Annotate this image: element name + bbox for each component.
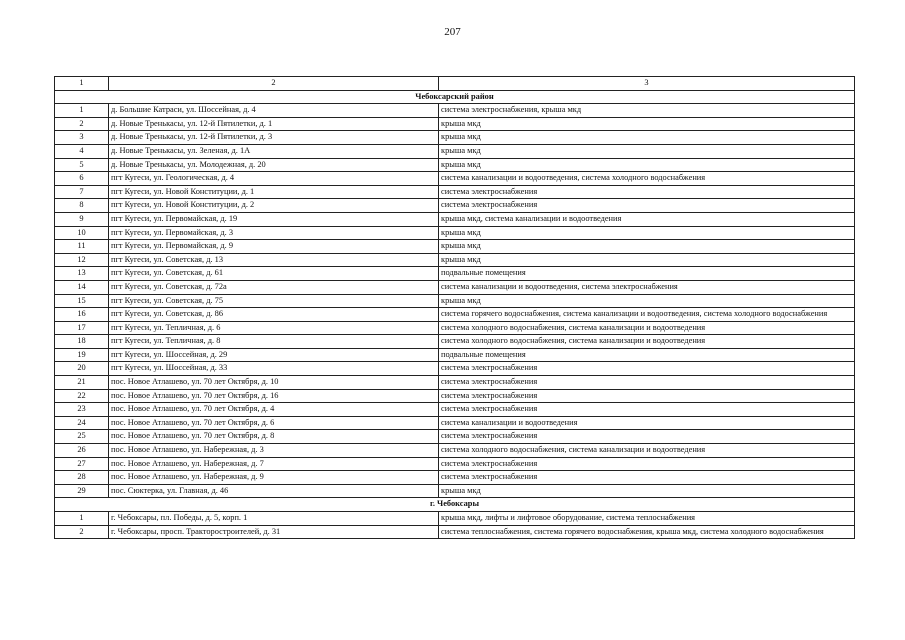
row-work-types: система электроснабжения (439, 362, 855, 376)
table-row (55, 457, 855, 471)
row-address: пгт Кугеси, ул. Шоссейная, д. 33 (109, 362, 439, 376)
row-number: 22 (55, 389, 109, 403)
column-number-1: 1 (55, 77, 109, 91)
row-work-types: система электроснабжения (439, 185, 855, 199)
table-row (55, 348, 855, 362)
table-row (55, 525, 855, 539)
table-row (55, 362, 855, 376)
row-address: пгт Кугеси, ул. Первомайская, д. 9 (109, 240, 439, 254)
row-number: 26 (55, 444, 109, 458)
row-work-types: система канализации и водоотведения, система холодного водоснабжения (439, 172, 855, 186)
table-row (55, 444, 855, 458)
row-address: пос. Новое Атлашево, ул. Набережная, д. 7 (109, 457, 439, 471)
table-row (55, 185, 855, 199)
row-number: 7 (55, 185, 109, 199)
row-address: пгт Кугеси, ул. Советская, д. 72а (109, 280, 439, 294)
row-address: пос. Новое Атлашево, ул. 70 лет Октября, д. 8 (109, 430, 439, 444)
row-work-types: система канализации и водоотведения, система электроснабжения (439, 280, 855, 294)
section-title: Чебоксарский район (55, 90, 855, 104)
row-work-types: крыша мкд (439, 226, 855, 240)
row-work-types: система электроснабжения (439, 199, 855, 213)
table-row (55, 294, 855, 308)
table-row (55, 267, 855, 281)
row-number: 12 (55, 253, 109, 267)
row-number: 8 (55, 199, 109, 213)
page-number: 207 (444, 26, 461, 38)
row-number: 24 (55, 416, 109, 430)
row-number: 11 (55, 240, 109, 254)
row-address: пгт Кугеси, ул. Шоссейная, д. 29 (109, 348, 439, 362)
row-address: пос. Новое Атлашево, ул. 70 лет Октября, д. 16 (109, 389, 439, 403)
row-work-types: система электроснабжения (439, 389, 855, 403)
row-number: 21 (55, 376, 109, 390)
row-work-types: система холодного водоснабжения, система канализации и водоотведения (439, 321, 855, 335)
table-row (55, 512, 855, 526)
table-row (55, 172, 855, 186)
row-number: 27 (55, 457, 109, 471)
table-row (55, 430, 855, 444)
row-work-types: подвальные помещения (439, 267, 855, 281)
row-address: пос. Новое Атлашево, ул. 70 лет Октября, д. 4 (109, 403, 439, 417)
row-number: 23 (55, 403, 109, 417)
row-address: пгт Кугеси, ул. Советская, д. 61 (109, 267, 439, 281)
row-address: пос. Сюктерка, ул. Главная, д. 46 (109, 484, 439, 498)
row-address: пгт Кугеси, ул. Советская, д. 13 (109, 253, 439, 267)
row-address: пгт Кугеси, ул. Советская, д. 86 (109, 308, 439, 322)
row-work-types: крыша мкд (439, 253, 855, 267)
column-number-2: 2 (109, 77, 439, 91)
table-row (55, 253, 855, 267)
row-work-types: крыша мкд, лифты и лифтовое оборудование, система теплоснабжения (439, 512, 855, 526)
row-number: 13 (55, 267, 109, 281)
row-address: пгт Кугеси, ул. Новой Конституции, д. 2 (109, 199, 439, 213)
row-number: 15 (55, 294, 109, 308)
table-row (55, 280, 855, 294)
table-row (55, 104, 855, 118)
row-address: д. Новые Тренькасы, ул. 12-й Пятилетки, д. 3 (109, 131, 439, 145)
row-number: 4 (55, 144, 109, 158)
row-number: 25 (55, 430, 109, 444)
row-address: г. Чебоксары, пл. Победы, д. 5, корп. 1 (109, 512, 439, 526)
table-row (55, 199, 855, 213)
table-row (55, 389, 855, 403)
row-number: 1 (55, 104, 109, 118)
row-number: 17 (55, 321, 109, 335)
row-address: пгт Кугеси, ул. Геологическая, д. 4 (109, 172, 439, 186)
row-number: 2 (55, 525, 109, 539)
row-work-types: система электроснабжения (439, 430, 855, 444)
table-row (55, 335, 855, 349)
table-row (55, 131, 855, 145)
row-address: пос. Новое Атлашево, ул. 70 лет Октября, д. 10 (109, 376, 439, 390)
row-number: 6 (55, 172, 109, 186)
row-address: пгт Кугеси, ул. Тепличная, д. 8 (109, 335, 439, 349)
row-address: пос. Новое Атлашево, ул. Набережная, д. 3 (109, 444, 439, 458)
row-address: д. Большие Катраси, ул. Шоссейная, д. 4 (109, 104, 439, 118)
row-work-types: система холодного водоснабжения, система канализации и водоотведения (439, 444, 855, 458)
table-row (55, 308, 855, 322)
row-number: 16 (55, 308, 109, 322)
row-number: 14 (55, 280, 109, 294)
row-work-types: крыша мкд (439, 158, 855, 172)
row-number: 9 (55, 212, 109, 226)
table-row (55, 158, 855, 172)
row-work-types: система электроснабжения (439, 457, 855, 471)
section-title: г. Чебоксары (55, 498, 855, 512)
row-work-types: крыша мкд (439, 484, 855, 498)
row-work-types: система горячего водоснабжения, система канализации и водоотведения, система холодного водоснабжения (439, 308, 855, 322)
row-number: 10 (55, 226, 109, 240)
column-number-row (55, 77, 855, 91)
row-work-types: система холодного водоснабжения, система канализации и водоотведения (439, 335, 855, 349)
row-work-types: система электроснабжения (439, 403, 855, 417)
row-address: пос. Новое Атлашево, ул. Набережная, д. 9 (109, 471, 439, 485)
row-number: 28 (55, 471, 109, 485)
table-row (55, 240, 855, 254)
row-number: 5 (55, 158, 109, 172)
row-work-types: крыша мкд (439, 144, 855, 158)
row-address: пгт Кугеси, ул. Советская, д. 75 (109, 294, 439, 308)
row-work-types: крыша мкд, система канализации и водоотведения (439, 212, 855, 226)
row-work-types: система электроснабжения (439, 471, 855, 485)
row-address: пгт Кугеси, ул. Первомайская, д. 19 (109, 212, 439, 226)
table-row (55, 376, 855, 390)
row-work-types: система электроснабжения, крыша мкд (439, 104, 855, 118)
table-row (55, 484, 855, 498)
row-work-types: крыша мкд (439, 131, 855, 145)
row-work-types: подвальные помещения (439, 348, 855, 362)
section-header-row (55, 498, 855, 512)
table-row (55, 144, 855, 158)
row-number: 3 (55, 131, 109, 145)
section-header-row (55, 90, 855, 104)
row-address: пгт Кугеси, ул. Первомайская, д. 3 (109, 226, 439, 240)
row-number: 29 (55, 484, 109, 498)
table-row (55, 403, 855, 417)
table-row (55, 471, 855, 485)
row-work-types: система теплоснабжения, система горячего водоснабжения, крыша мкд, система холодного водоснабжения (439, 525, 855, 539)
row-number: 20 (55, 362, 109, 376)
row-address: д. Новые Тренькасы, ул. Зеленая, д. 1А (109, 144, 439, 158)
capital-repair-table (54, 76, 855, 539)
row-number: 1 (55, 512, 109, 526)
table-row (55, 117, 855, 131)
row-work-types: система канализации и водоотведения (439, 416, 855, 430)
row-address: пгт Кугеси, ул. Тепличная, д. 6 (109, 321, 439, 335)
table-row (55, 321, 855, 335)
row-work-types: система электроснабжения (439, 376, 855, 390)
row-number: 2 (55, 117, 109, 131)
row-address: пос. Новое Атлашево, ул. 70 лет Октября, д. 6 (109, 416, 439, 430)
column-number-3: 3 (439, 77, 855, 91)
row-address: д. Новые Тренькасы, ул. Молодежная, д. 20 (109, 158, 439, 172)
row-work-types: крыша мкд (439, 240, 855, 254)
row-number: 19 (55, 348, 109, 362)
table-row (55, 226, 855, 240)
table-row (55, 416, 855, 430)
row-work-types: крыша мкд (439, 117, 855, 131)
row-number: 18 (55, 335, 109, 349)
row-address: г. Чебоксары, просп. Тракторостроителей, д. 31 (109, 525, 439, 539)
row-work-types: крыша мкд (439, 294, 855, 308)
table-row (55, 212, 855, 226)
row-address: пгт Кугеси, ул. Новой Конституции, д. 1 (109, 185, 439, 199)
row-address: д. Новые Тренькасы, ул. 12-й Пятилетки, д. 1 (109, 117, 439, 131)
